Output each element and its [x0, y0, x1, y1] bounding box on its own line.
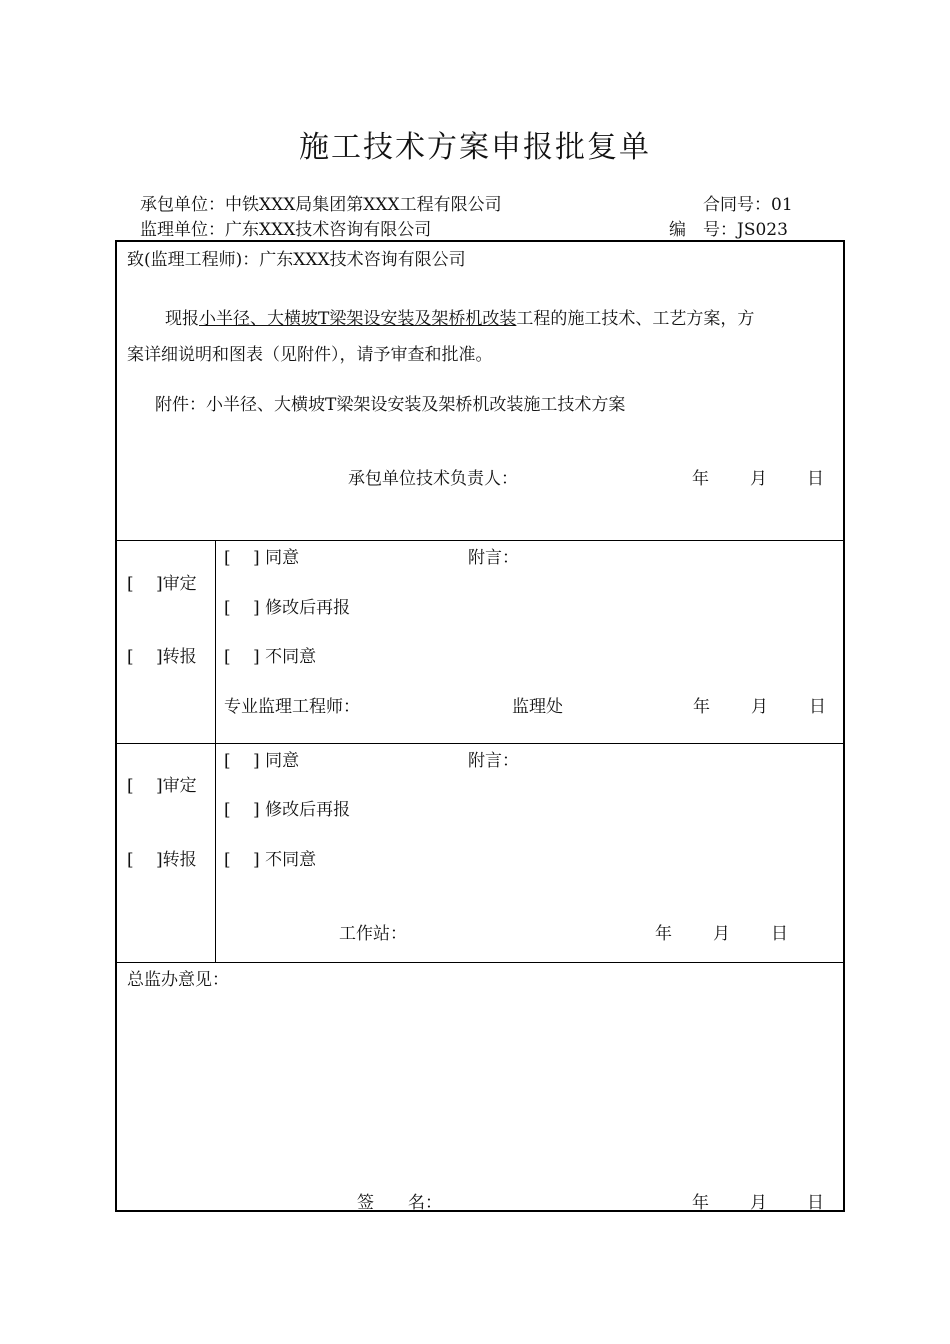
date-day: 日 [807, 1193, 824, 1213]
date-year: 年 [655, 924, 672, 944]
page-title: 施工技术方案申报批复单 [299, 130, 651, 165]
disagree-option[interactable]: [ ] 不同意 [224, 647, 317, 667]
agree-option[interactable]: [ ] 同意 [224, 548, 300, 568]
forward-checkbox[interactable]: [ ]转报 [127, 647, 197, 667]
supervising-engineer-label: 专业监理工程师： [224, 697, 360, 717]
date-day: 日 [809, 697, 826, 717]
date-month: 月 [751, 697, 768, 717]
para-prefix: 现报 [165, 309, 199, 329]
column-divider [215, 540, 216, 743]
approval-form-table [115, 240, 845, 1212]
section-divider [117, 743, 843, 744]
revise-option[interactable]: [ ] 修改后再报 [224, 598, 351, 618]
remark-label: 附言： [468, 751, 519, 771]
para-suffix: 工程的施工技术、工艺方案，方 [516, 309, 755, 329]
contract-number: 合同号：01 [703, 195, 793, 215]
work-station-label: 工作站： [339, 924, 407, 944]
submission-paragraph [165, 304, 754, 329]
remark-label: 附言： [468, 548, 519, 568]
date-month: 月 [713, 924, 730, 944]
chief-supervisor-opinion-label: 总监办意见： [127, 970, 229, 990]
supervision-office-label: 监理处 [512, 697, 563, 717]
column-divider [215, 743, 216, 962]
contractor-unit: 承包单位：中铁XXX局集团第XXX工程有限公司 [140, 195, 502, 215]
date-year: 年 [692, 469, 709, 489]
date-year: 年 [692, 1193, 709, 1213]
addressee: 致(监理工程师)：广东XXX技术咨询有限公司 [127, 250, 466, 270]
section-divider [117, 540, 843, 541]
submission-paragraph-line2: 案详细说明和图表（见附件），请予审查和批准。 [127, 345, 493, 365]
signature-label: 签 名： [357, 1193, 442, 1213]
approve-checkbox[interactable]: [ ]审定 [127, 574, 197, 594]
contractor-tech-lead-label: 承包单位技术负责人： [348, 469, 518, 489]
forward-checkbox[interactable]: [ ]转报 [127, 850, 197, 870]
attachment-line: 附件：小半径、大横坡T梁架设安装及架桥机改装施工技术方案 [155, 395, 626, 415]
date-day: 日 [771, 924, 788, 944]
project-name: 小半径、大横坡T梁架设安装及架桥机改装 [199, 309, 517, 329]
date-month: 月 [750, 1193, 767, 1213]
supervisor-unit: 监理单位：广东XXX技术咨询有限公司 [140, 220, 432, 240]
date-month: 月 [750, 469, 767, 489]
date-year: 年 [693, 697, 710, 717]
agree-option[interactable]: [ ] 同意 [224, 751, 300, 771]
disagree-option[interactable]: [ ] 不同意 [224, 850, 317, 870]
section-divider [117, 962, 843, 963]
date-day: 日 [807, 469, 824, 489]
serial-number: 编 号：JS023 [669, 220, 788, 240]
approve-checkbox[interactable]: [ ]审定 [127, 776, 197, 796]
revise-option[interactable]: [ ] 修改后再报 [224, 800, 351, 820]
